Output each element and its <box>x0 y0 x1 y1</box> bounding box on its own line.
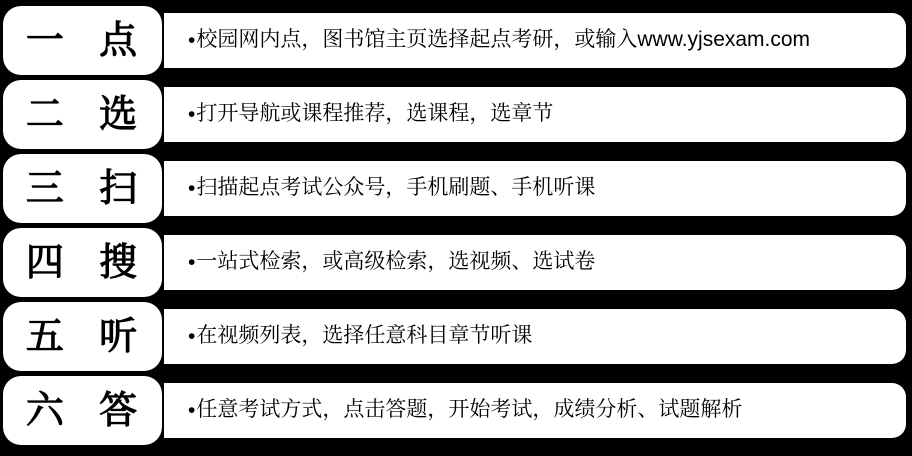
step-description-5: 在视频列表，选择任意科目章节听课 <box>196 323 533 347</box>
step-label-5: 五 听 <box>25 313 140 358</box>
step-description-2: 打开导航或课程推荐，选课程，选章节 <box>196 101 554 125</box>
bullet-marker: • <box>188 176 196 200</box>
bullet-marker: • <box>188 28 196 52</box>
step-label-4: 四 搜 <box>25 239 140 284</box>
step-row-4 <box>0 225 912 299</box>
step-description-bar-3 <box>164 161 906 216</box>
step-label-1: 一 点 <box>25 17 140 62</box>
step-badge-3 <box>3 154 162 223</box>
step-description-bar-1 <box>164 13 906 68</box>
bullet-marker: • <box>188 398 196 422</box>
step-description-bar-5 <box>164 309 906 364</box>
step-description-1: 校园网内点，图书馆主页选择起点考研，或输入www.yjsexam.com <box>196 27 811 51</box>
step-description-bar-6 <box>164 383 906 438</box>
step-badge-4 <box>3 228 162 297</box>
step-label-3: 三 扫 <box>25 165 140 210</box>
bullet-marker: • <box>188 102 196 126</box>
step-label-6: 六 答 <box>25 387 140 432</box>
step-row-2 <box>0 77 912 151</box>
step-row-6 <box>0 373 912 447</box>
bullet-marker: • <box>188 324 196 348</box>
step-label-2: 二 选 <box>25 91 140 136</box>
step-description-3: 扫描起点考试公众号，手机刷题、手机听课 <box>196 175 596 199</box>
bullet-marker: • <box>188 250 196 274</box>
step-badge-6 <box>3 376 162 445</box>
step-row-3 <box>0 151 912 225</box>
step-row-1 <box>0 3 912 77</box>
step-badge-5 <box>3 302 162 371</box>
step-description-4: 一站式检索，或高级检索，选视频、选试卷 <box>196 249 596 273</box>
step-description-6: 任意考试方式，点击答题，开始考试，成绩分析、试题解析 <box>196 397 743 421</box>
step-badge-2 <box>3 80 162 149</box>
step-description-bar-4 <box>164 235 906 290</box>
step-description-bar-2 <box>164 87 906 142</box>
step-badge-1 <box>3 6 162 75</box>
step-row-5 <box>0 299 912 373</box>
